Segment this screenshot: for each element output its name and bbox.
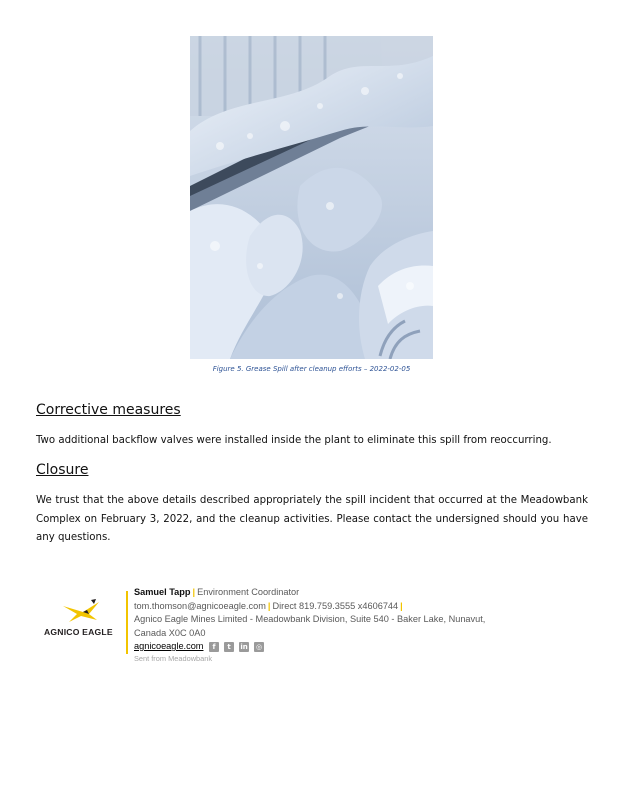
closure-heading: Closure: [36, 462, 89, 478]
twitter-icon[interactable]: t: [224, 642, 234, 652]
signature-title: Environment Coordinator: [197, 587, 300, 597]
facebook-icon[interactable]: f: [209, 642, 219, 652]
social-links: [209, 640, 269, 654]
signature-name: Samuel Tapp: [134, 587, 191, 597]
instagram-icon[interactable]: ◎: [255, 643, 263, 651]
figure-caption: Figure 5. Grease Spill after cleanup efforts – 2022-02-05: [212, 365, 411, 373]
signature-address-line1: Agnico Eagle Mines Limited - Meadowbank Division, Suite 540 - Baker Lake, Nunavut,: [134, 614, 486, 624]
signature-phone: Direct 819.759.3555 x4606744: [272, 600, 399, 611]
sent-from-label: Sent from Meadowbank: [134, 653, 213, 663]
corrective-measures-text: Two additional backflow valves were installed inside the plant to eliminate this spill from reoccurring.: [36, 435, 552, 446]
linkedin-icon[interactable]: in: [240, 643, 248, 651]
signature-divider: [126, 591, 128, 654]
closure-text: We trust that the above details described appropriately the spill incident that occurred at the Meadowbank Complex on February 3, 2022, and the cleanup activities. Please contact the undersigned should you have any questions.: [36, 495, 588, 543]
signature-address-line2: Canada X0C 0A0: [134, 627, 206, 638]
website-link[interactable]: agnicoeagle.com: [134, 641, 204, 652]
spill-cleanup-photo: [190, 36, 433, 359]
logo-wordmark: AGNICO EAGLE: [44, 627, 113, 637]
eagle-logo-icon: [61, 598, 101, 624]
signature-email[interactable]: tom.thomson@agnicoeagle.com: [134, 600, 266, 611]
email-signature: Samuel Tapp | Environment Coordinator tom.thomson@agnicoeagle.com | Direct 819.759.3555 x4606744 | Agnico Eagle Mines Limited - Meadowbank Division, Suite 540 - Baker Lake, Nunavut, Canada X0C 0A0 agnicoeagle.com f t in ◎ Sent from Meadowbank: [134, 587, 486, 663]
agnico-eagle-logo: [44, 596, 124, 642]
corrective-measures-heading: Corrective measures: [36, 402, 181, 418]
